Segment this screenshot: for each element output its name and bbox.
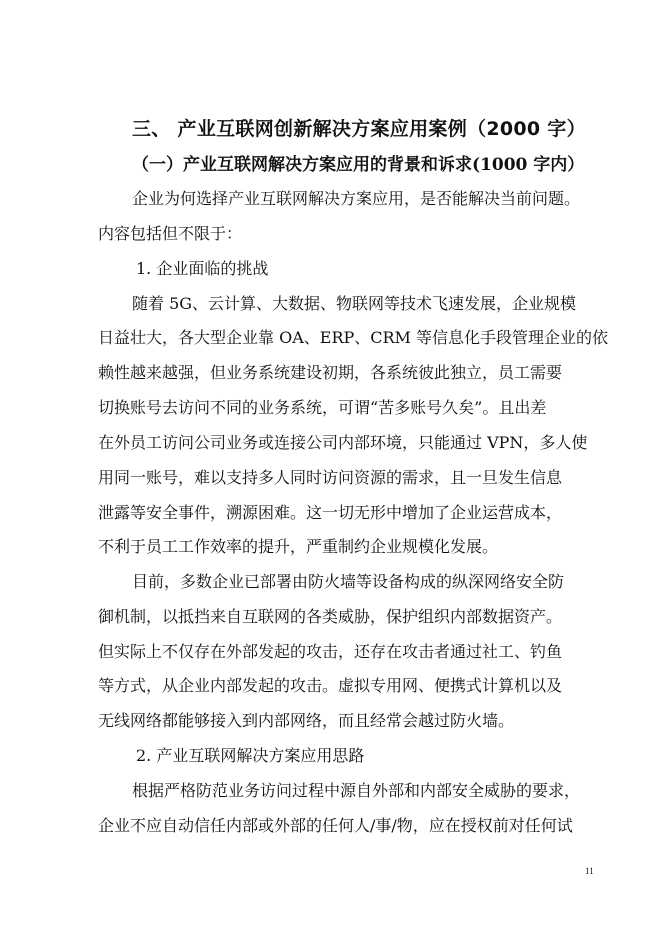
item1-title: 1. 企业面临的挑战	[136, 259, 269, 278]
paragraph-line: 等方式，从企业内部发起的攻击。虚拟专用网、便携式计算机以及	[98, 676, 563, 695]
intro-line: 企业为何选择产业互联网解决方案应用，是否能解决当前问题。	[132, 189, 581, 208]
intro-line: 内容包括但不限于：	[98, 224, 243, 243]
paragraph-line: 赖性越来越强，但业务系统建设初期，各系统彼此独立，员工需要	[98, 363, 563, 382]
paragraph-line: 随着 5G、云计算、大数据、物联网等技术飞速发展，企业规模	[132, 294, 577, 313]
paragraph-line: 泄露等安全事件，溯源困难。这一切无形中增加了企业运营成本，	[98, 503, 563, 522]
section-heading: 三、 产业互联网创新解决方案应用案例（2000 字）	[132, 118, 586, 140]
paragraph-line: 不利于员工工作效率的提升，严重制约企业规模化发展。	[98, 537, 499, 556]
item2-title: 2. 产业互联网解决方案应用思路	[136, 746, 365, 765]
paragraph-line: 目前，多数企业已部署由防火墙等设备构成的纵深网络安全防	[132, 572, 565, 591]
paragraph-line: 在外员工访问公司业务或连接公司内部环境，只能通过 VPN，多人使	[98, 433, 588, 452]
paragraph-line: 企业不应自动信任内部或外部的任何人/事/物，应在授权前对任何试	[98, 816, 573, 835]
paragraph-line: 用同一账号，难以支持多人同时访问资源的需求，且一旦发生信息	[98, 468, 563, 487]
paragraph-line: 根据严格防范业务访问过程中源自外部和内部安全威胁的要求，	[132, 781, 581, 800]
paragraph-line: 御机制，以抵挡来自互联网的各类威胁，保护组织内部数据资产。	[98, 607, 563, 626]
subheading: （一）产业互联网解决方案应用的背景和诉求(1000 字内）	[132, 155, 585, 175]
paragraph-line: 但实际上不仅存在外部发起的攻击，还存在攻击者通过社工、钓鱼	[98, 642, 563, 661]
paragraph-line: 日益壮大，各大型企业靠 OA、ERP、CRM 等信息化手段管理企业的依	[98, 328, 609, 347]
paragraph-line: 无线网络都能够接入到内部网络，而且经常会越过防火墙。	[98, 711, 515, 730]
paragraph-line: 切换账号去访问不同的业务系统，可谓“苦多账号久矣”。且出差	[98, 398, 547, 417]
page-number: 11	[585, 866, 594, 876]
